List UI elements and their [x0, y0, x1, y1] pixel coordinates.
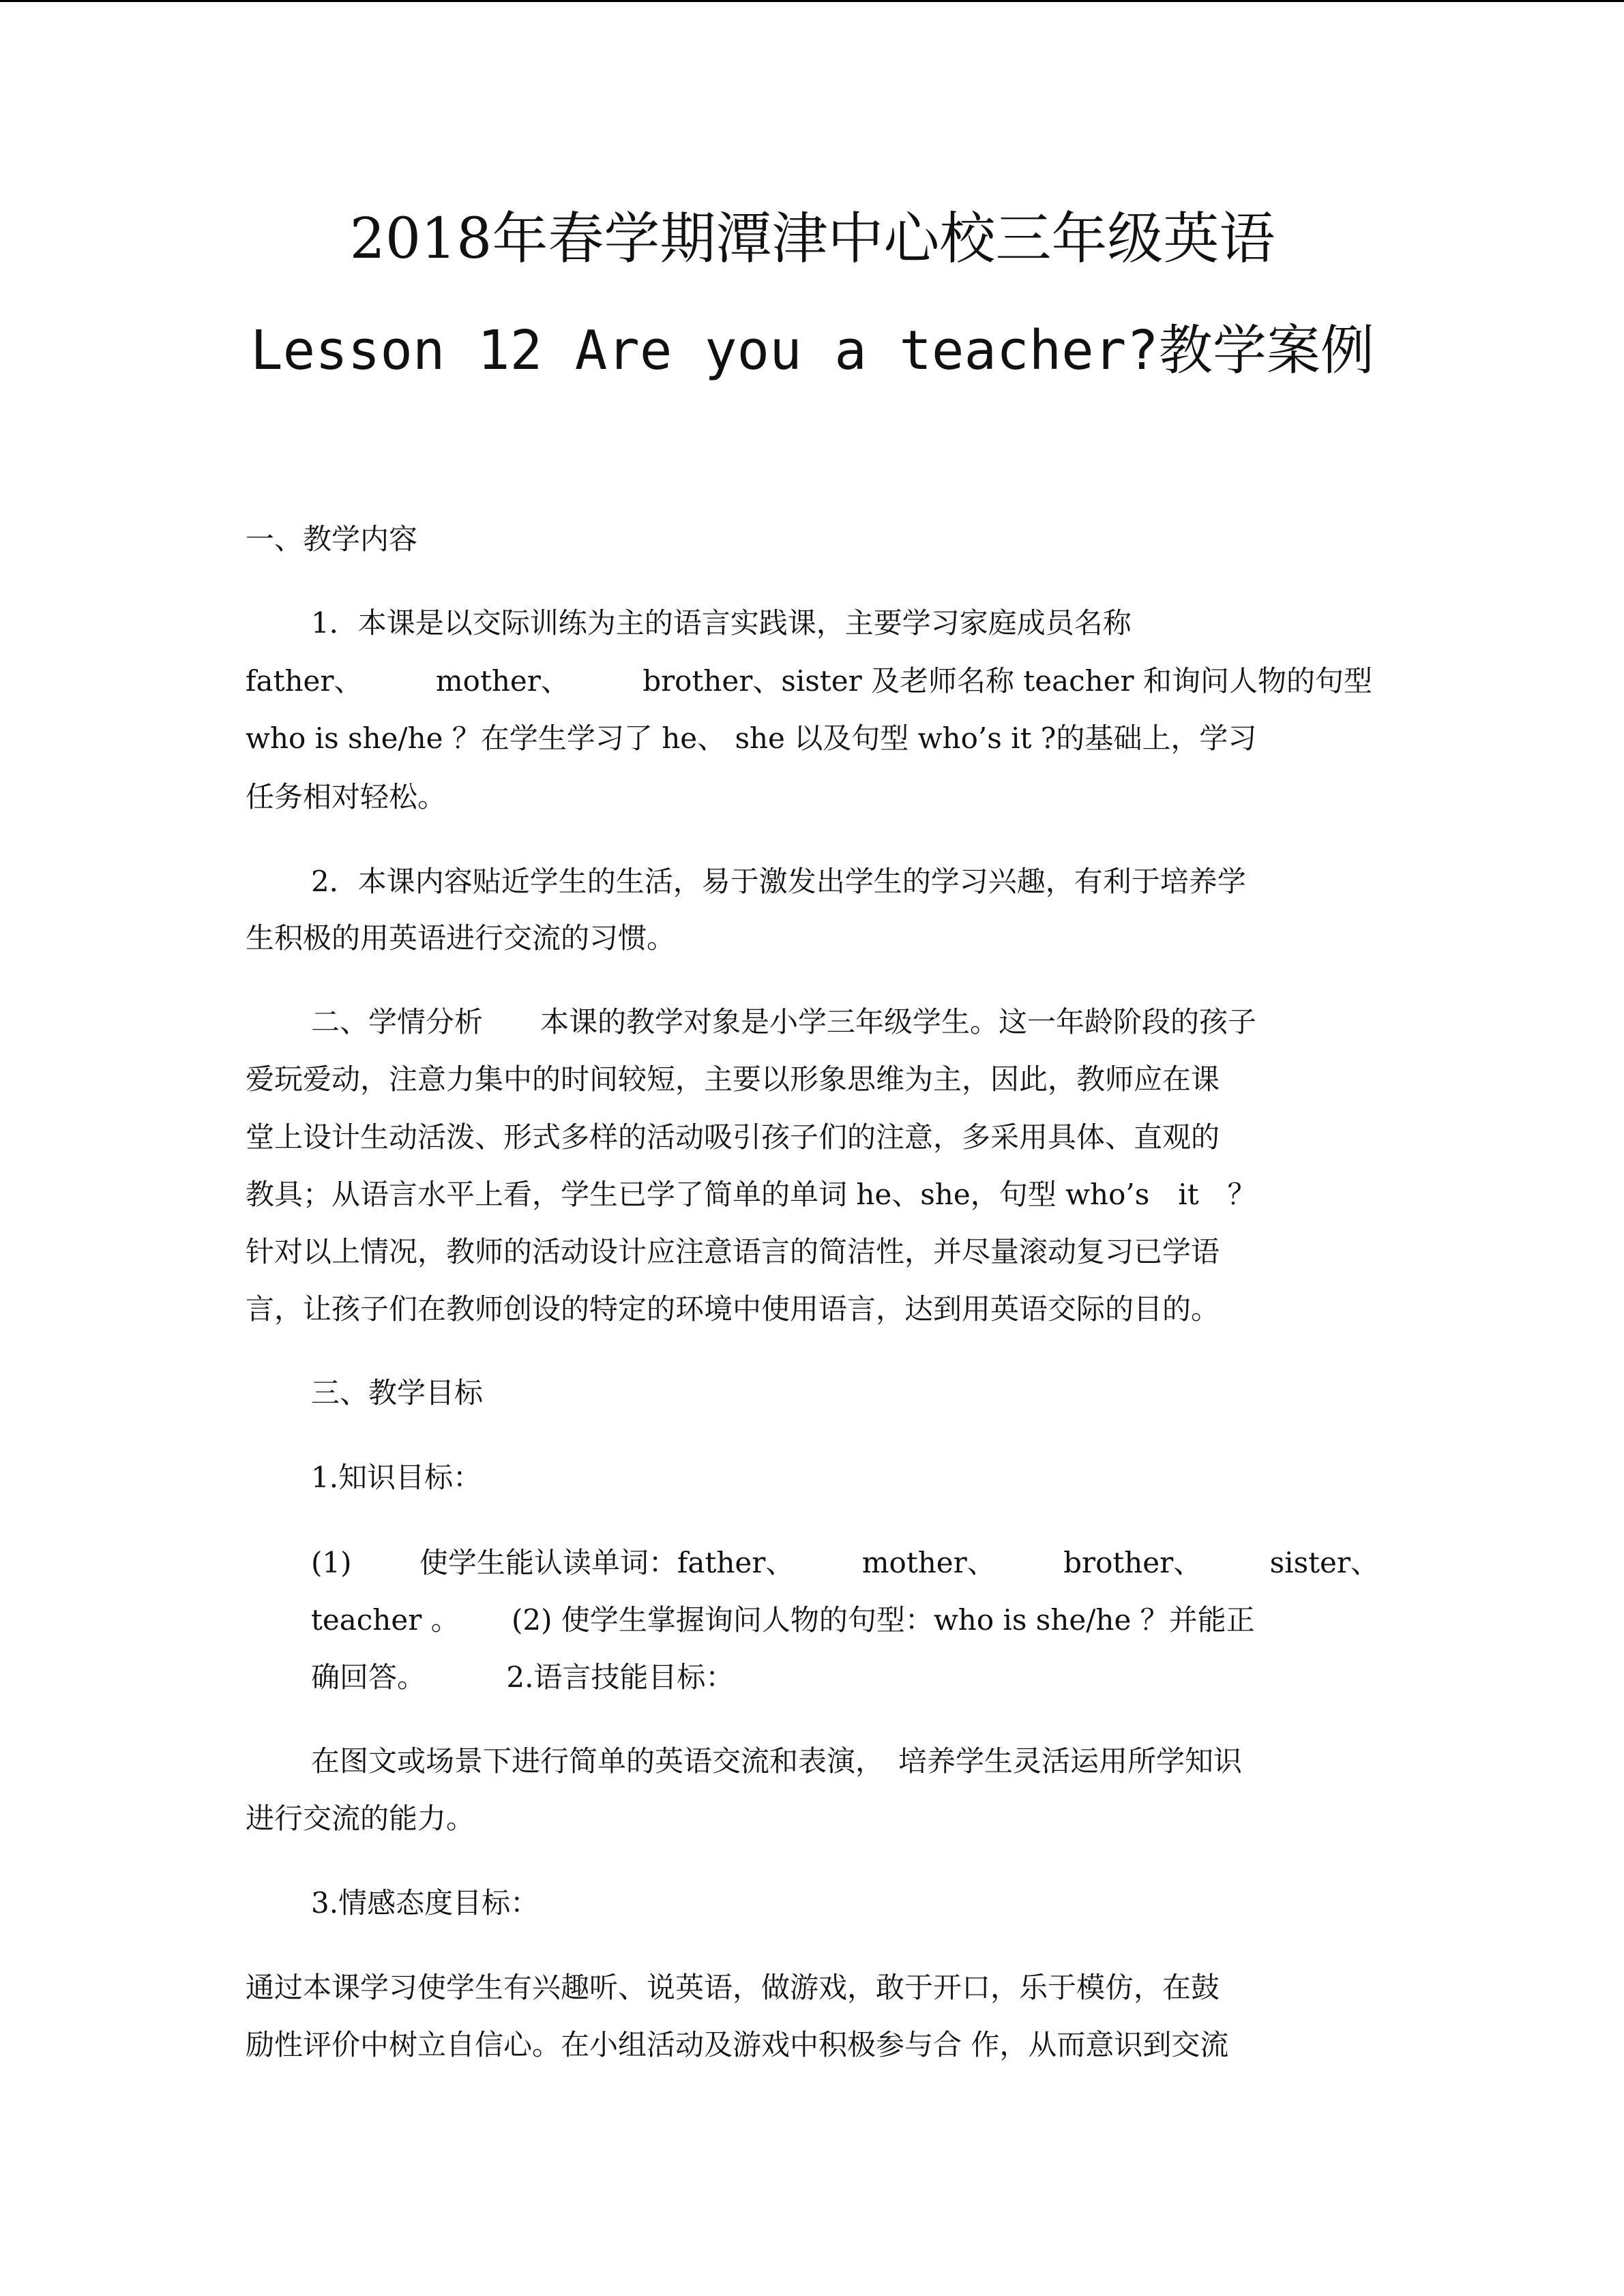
text-span: (1): [311, 1546, 352, 1579]
text-span: brother、: [1063, 1546, 1202, 1579]
paragraph-line: 生积极的用英语进行交流的习惯。: [246, 921, 676, 955]
paragraph-line: 言，让孩子们在教师创设的特定的环境中使用语言，达到用英语交际的目的。: [246, 1292, 1220, 1326]
paragraph-line-justified: [311, 1546, 1379, 1579]
document-title-line-2: Lesson 12 Are you a teacher?教学案例: [250, 319, 1374, 382]
text-span: mother、: [435, 664, 570, 698]
paragraph-line: 堂上设计生动活泼、形式多样的活动吸引孩子们的注意，多采用具体、直观的: [246, 1120, 1220, 1154]
subheading-knowledge-goal: 1.知识目标：: [311, 1461, 482, 1494]
paragraph-line: 确回答。 2.语言技能目标：: [311, 1660, 735, 1694]
paragraph-line: 1．本课是以交际训练为主的语言实践课，主要学习家庭成员名称: [311, 606, 1132, 640]
text-span: father、: [246, 664, 363, 698]
subheading-attitude-goal: 3.情感态度目标：: [311, 1886, 540, 1920]
paragraph-line: 针对以上情况，教师的活动设计应注意语言的简洁性，并尽量滚动复习已学语: [246, 1235, 1220, 1268]
paragraph-line: who is she/he ？在学生学习了 he、 she 以及句型 who’s it ?的基础上，学习: [246, 721, 1257, 755]
paragraph-line-justified: [246, 664, 1372, 698]
paragraph-line: 教具；从语言水平上看，学生已学了简单的单词 he、she，句型 who’s it ？: [246, 1178, 1256, 1211]
paragraph-line: teacher 。 (2) 使学生掌握询问人物的句型：who is she/he ？并能正: [311, 1603, 1255, 1637]
paragraph-line: 2．本课内容贴近学生的生活，易于激发出学生的学习兴趣，有利于培养学: [311, 865, 1246, 898]
paragraph-line: 任务相对轻松。: [246, 780, 447, 814]
top-border-rule: [0, 0, 1624, 2]
paragraph-line: 爱玩爱动，注意力集中的时间较短，主要以形象思维为主，因此，教师应在课: [246, 1062, 1220, 1096]
section-heading-content: 一、教学内容: [246, 522, 418, 556]
text-span: mother、: [861, 1546, 996, 1579]
text-span: brother、sister 及老师名称 teacher 和询问人物的句型: [643, 664, 1372, 698]
section-heading-goals: 三、教学目标: [311, 1376, 484, 1410]
paragraph-line: 进行交流的能力。: [246, 1802, 475, 1835]
paragraph-line: 通过本课学习使学生有兴趣听、说英语，做游戏，敢于开口，乐于模仿，在鼓: [246, 1971, 1220, 2004]
text-span: 使学生能认读单词：father、: [419, 1546, 795, 1579]
paragraph-line: 在图文或场景下进行简单的英语交流和表演， 培养学生灵活运用所学知识: [311, 1744, 1243, 1778]
paragraph-line: 二、学情分析 本课的教学对象是小学三年级学生。这一年龄阶段的孩子: [311, 1005, 1257, 1039]
text-span: sister、: [1269, 1546, 1379, 1579]
paragraph-line: 励性评价中树立自信心。在小组活动及游戏中积极参与合 作，从而意识到交流: [246, 2028, 1229, 2061]
document-title-line-1: 2018年春学期潭津中心校三年级英语: [349, 207, 1275, 271]
